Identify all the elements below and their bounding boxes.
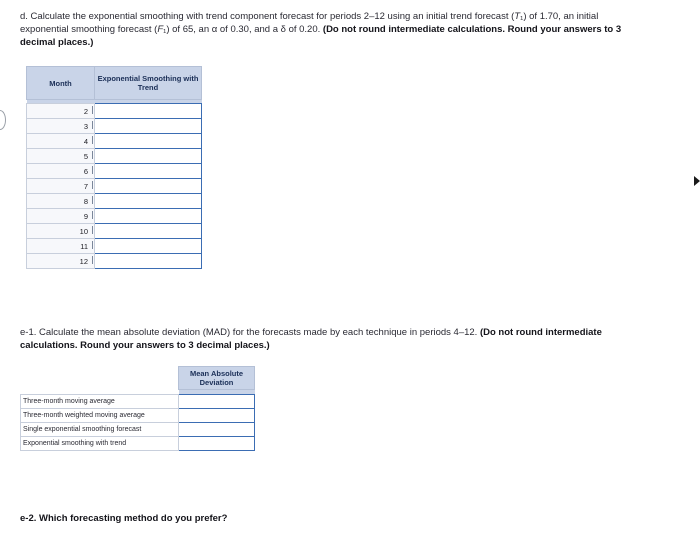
forecast-header: Exponential Smoothing with Trend (95, 67, 202, 100)
table-row (21, 409, 255, 423)
forecast-input[interactable] (95, 209, 202, 224)
month-cell: 5 (27, 149, 95, 164)
month-cell: 2 (27, 104, 95, 119)
table-row (27, 119, 202, 134)
table-row (27, 179, 202, 194)
table-row (27, 254, 202, 269)
text-segment: ) of 1.70, an initial exponential smoothing forecast ( (20, 11, 599, 35)
table-row (27, 224, 202, 239)
mad-input[interactable] (179, 409, 255, 423)
question-e2 (20, 512, 320, 525)
text-segment: (Do not round intermediate calculations. Round your answers to 3 decimal places.) (20, 327, 602, 351)
method-label: Three-month moving average (21, 395, 179, 409)
mad-input[interactable] (179, 437, 255, 451)
mad-input[interactable] (179, 395, 255, 409)
page-edge-curve (0, 110, 6, 130)
text-segment: T (514, 11, 521, 22)
forecast-input[interactable] (95, 224, 202, 239)
table-row (27, 194, 202, 209)
text-segment: F (157, 24, 164, 35)
table-row (21, 437, 255, 451)
method-label: Exponential smoothing with trend (21, 437, 179, 451)
table-row (27, 164, 202, 179)
mad-input[interactable] (179, 423, 255, 437)
month-cell: 3 (27, 119, 95, 134)
text-segment: ₁ (163, 24, 167, 35)
forecast-table (26, 66, 202, 269)
month-cell: 6 (27, 164, 95, 179)
method-label: Single exponential smoothing forecast (21, 423, 179, 437)
month-cell: 4 (27, 134, 95, 149)
table-row (27, 239, 202, 254)
table-row (21, 395, 255, 409)
forecast-input[interactable] (95, 239, 202, 254)
forecast-input[interactable] (95, 149, 202, 164)
table-row (27, 134, 202, 149)
mad-header: Mean Absolute Deviation (179, 367, 255, 390)
table-row (27, 149, 202, 164)
text-segment: ) of 65, an α of 0.30, and a δ of 0.20. (166, 24, 323, 35)
table-row (21, 423, 255, 437)
text-segment: ₁ (520, 11, 524, 22)
forecast-input[interactable] (95, 134, 202, 149)
month-cell: 7 (27, 179, 95, 194)
mad-table (20, 366, 255, 451)
month-cell: 10 (27, 224, 95, 239)
month-cell: 9 (27, 209, 95, 224)
forecast-input[interactable] (95, 194, 202, 209)
blank-header (21, 367, 179, 390)
forecast-input[interactable] (95, 179, 202, 194)
method-label: Three-month weighted moving average (21, 409, 179, 423)
text-segment: (Do not round intermediate calculations. Round your answers to 3 decimal places.) (20, 24, 622, 48)
table-row (27, 209, 202, 224)
question-e1 (20, 326, 620, 352)
forecast-input[interactable] (95, 104, 202, 119)
question-d (20, 10, 645, 49)
forecast-input[interactable] (95, 119, 202, 134)
next-arrow-icon[interactable] (694, 176, 700, 186)
month-header: Month (27, 67, 95, 100)
forecast-input[interactable] (95, 164, 202, 179)
text-segment: e-1. Calculate the mean absolute deviation (MAD) for the forecasts made by each technique in periods 4–12. (20, 327, 480, 338)
table-row (27, 104, 202, 119)
month-cell: 12 (27, 254, 95, 269)
question-e2-text: e-2. Which forecasting method do you prefer? (20, 513, 228, 524)
month-cell: 11 (27, 239, 95, 254)
forecast-input[interactable] (95, 254, 202, 269)
month-cell: 8 (27, 194, 95, 209)
text-segment: d. Calculate the exponential smoothing with trend component forecast for periods 2–12 using an initial trend forecast ( (20, 11, 515, 22)
